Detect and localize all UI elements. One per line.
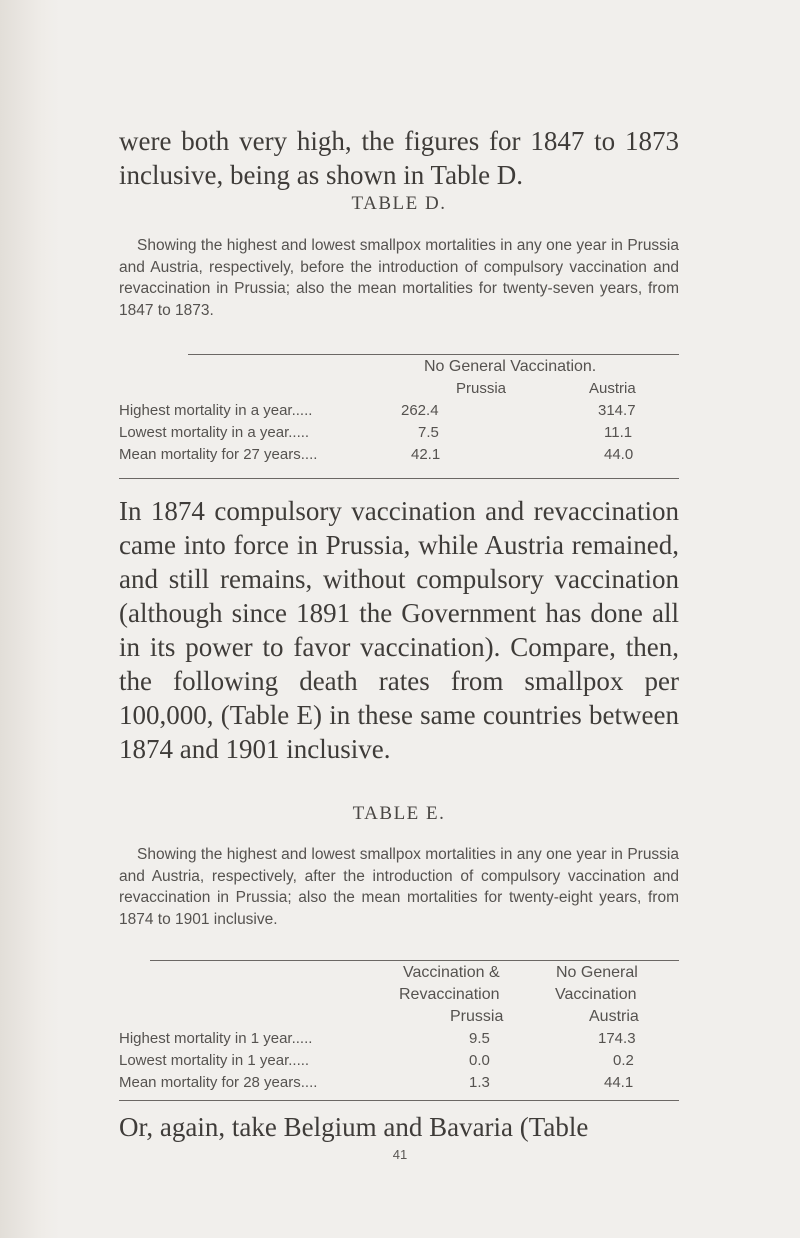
prussia-value: 1.3 bbox=[469, 1074, 490, 1091]
closing-paragraph-text: Or, again, take Belgium and Bavaria (Table bbox=[119, 1112, 589, 1142]
table-e-header-row-1 bbox=[119, 964, 679, 984]
austria-value: 44.1 bbox=[604, 1074, 634, 1091]
table-row bbox=[119, 1074, 679, 1094]
table-e-col2-header-3: Austria bbox=[589, 1008, 639, 1025]
middle-paragraph bbox=[119, 494, 679, 766]
row-label: Highest mortality in 1 year..... bbox=[119, 1030, 313, 1047]
table-e-col1-header-1: Vaccination & bbox=[403, 964, 500, 981]
table-e-header-row-3 bbox=[119, 1008, 679, 1028]
table-row bbox=[119, 1052, 679, 1072]
austria-value: 44.0 bbox=[604, 446, 634, 463]
prussia-value: 0.0 bbox=[469, 1052, 490, 1069]
table-d-col-austria: Austria bbox=[589, 380, 636, 397]
austria-value: 174.3 bbox=[598, 1030, 636, 1047]
page-gutter-shadow bbox=[0, 0, 60, 1238]
table-d-bottom-rule bbox=[119, 478, 679, 479]
page-number: 41 bbox=[392, 1147, 408, 1162]
table-e-col2-header-1: No General bbox=[556, 964, 638, 981]
prussia-value: 9.5 bbox=[469, 1030, 490, 1047]
prussia-value: 7.5 bbox=[418, 424, 439, 441]
austria-value: 11.1 bbox=[604, 424, 633, 441]
table-e bbox=[119, 964, 679, 1106]
row-label: Mean mortality for 28 years.... bbox=[119, 1074, 318, 1091]
table-e-col1-header-2: Revaccination bbox=[399, 986, 500, 1003]
table-e-col1-header-3: Prussia bbox=[450, 1008, 504, 1025]
table-d-caption bbox=[119, 235, 679, 321]
prussia-value: 262.4 bbox=[401, 402, 439, 419]
table-e-top-rule bbox=[150, 960, 679, 961]
table-row bbox=[119, 424, 679, 444]
row-label: Lowest mortality in 1 year..... bbox=[119, 1052, 310, 1069]
table-d-caption-text: Showing the highest and lowest smallpox mortalities in any one year in Prussia and Austria, respectively, before the introduction of compulsory vaccination and revaccination in Prussia; also the mean mortalities for twenty-seven years, from 1847 to 1873. bbox=[119, 237, 679, 319]
row-label: Lowest mortality in a year..... bbox=[119, 424, 310, 441]
table-e-title: TABLE E. bbox=[352, 803, 446, 824]
table-d-group-header: No General Vaccination. bbox=[424, 358, 597, 375]
row-label: Highest mortality in a year..... bbox=[119, 402, 313, 419]
table-d-col-prussia: Prussia bbox=[456, 380, 507, 397]
table-e-caption-text: Showing the highest and lowest smallpox mortalities in any one year in Prussia and Austria, respectively, after the introduction of compulsory vaccination and revaccination in Prussia; also the mean mortalities for twenty-eight years, from 1874 to 1901 inclusive. bbox=[119, 846, 679, 928]
austria-value: 314.7 bbox=[598, 402, 636, 419]
row-label: Mean mortality for 27 years.... bbox=[119, 446, 318, 463]
intro-paragraph-text: were both very high, the figures for 1847 to 1873 inclusive, being as shown in Table D. bbox=[119, 126, 679, 190]
intro-paragraph bbox=[119, 124, 679, 192]
table-d-group-header-row bbox=[119, 358, 679, 378]
table-d-top-rule bbox=[188, 354, 679, 355]
table-row bbox=[119, 402, 679, 422]
table-d-column-header-row bbox=[119, 380, 679, 400]
middle-paragraph-text: In 1874 compulsory vaccination and revaccination came into force in Prussia, while Austria remained, and still remains, without compulsory vaccination (although since 1891 the Government has done all in its power to favor vaccination). Compare, then, the following death rates from smallpox per 100,000, (Table E) in these same countries between 1874 and 1901 inclusive. bbox=[119, 496, 679, 764]
table-e-header-row-2 bbox=[119, 986, 679, 1006]
closing-paragraph bbox=[119, 1110, 679, 1144]
table-row bbox=[119, 446, 679, 466]
table-e-col2-header-2: Vaccination bbox=[555, 986, 637, 1003]
prussia-value: 42.1 bbox=[411, 446, 441, 463]
table-d bbox=[119, 358, 679, 476]
austria-value: 0.2 bbox=[613, 1052, 634, 1069]
table-e-caption bbox=[119, 844, 679, 930]
table-e-bottom-rule bbox=[119, 1100, 679, 1101]
table-d-title: TABLE D. bbox=[351, 193, 447, 214]
table-row bbox=[119, 1030, 679, 1050]
